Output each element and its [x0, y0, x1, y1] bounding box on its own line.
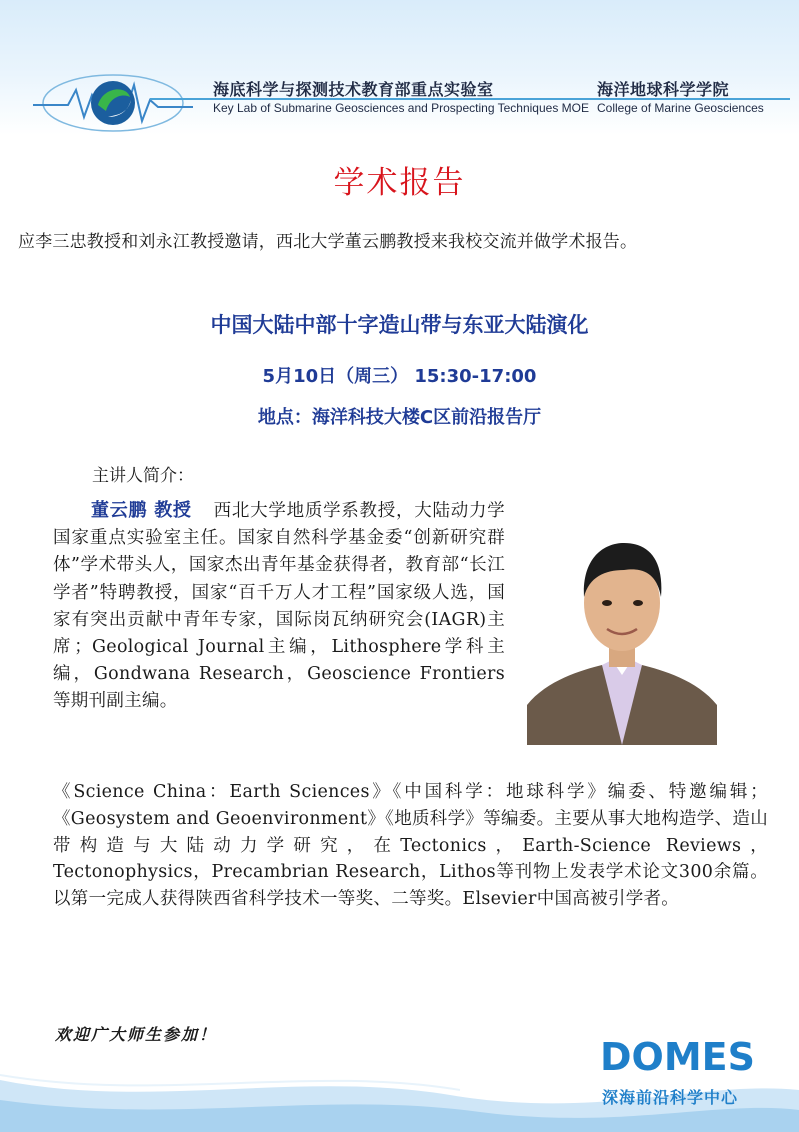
talk-topic: 中国大陆中部十字造山带与东亚大陆演化: [210, 313, 589, 337]
domes-logo-text: DOMES: [600, 1035, 755, 1079]
welcome-text: 欢迎广大师生参加！: [55, 1025, 218, 1044]
lab-logo-icon: [28, 55, 198, 135]
bio-text-top: 西北大学地质学系教授，大陆动力学国家重点实验室主任。国家自然科学基金委“创新研究群体”学术带头人，国家杰出青年基金获得者，教育部“长江学者”特聘教授，国家“百千万人才工程”国家级人选，国家有突出贡献中青年专家，国际岗瓦纳研究会(IAGR)主席；Geological Journal主编，Lithosphere学科主编，Gondwana Research，Geoscience Frontiers等期刊副主编。: [53, 501, 505, 712]
lab-name-cn: 海底科学与探测技术教育部重点实验室: [213, 80, 494, 99]
page-title: 学术报告: [333, 165, 466, 201]
bio-heading: 主讲人简介：: [92, 466, 194, 486]
bio-paragraph-top: [53, 497, 505, 716]
header-band: [0, 0, 799, 135]
speaker-photo: [527, 515, 717, 745]
speaker-name: 董云鹏 教授: [91, 500, 192, 521]
talk-time: 5月10日（周三） 15:30-17:00: [262, 366, 537, 387]
domes-center-name: 深海前沿科学中心: [602, 1088, 739, 1107]
lab-name-en: Key Lab of Submarine Geosciences and Prospecting Techniques MOE: [213, 101, 589, 115]
college-name-en: College of Marine Geosciences: [597, 101, 764, 115]
college-name-cn: 海洋地球科学学院: [597, 80, 730, 99]
bio-paragraph-rest: 《Science China：Earth Sciences》《中国科学：地球科学》编委、特邀编辑；《Geosystem and Geoenvironment》《地质科学》等编委。主要从事大地构造学、造山带构造与大陆动力学研究，在Tectonics，Earth-Science Reviews，Tectonophysics，Precambrian Research，Lithos等刊物上发表学术论文300余篇。以第一完成人获得陕西省科学技术一等奖、二等奖。Elsevier中国高被引学者。: [53, 782, 768, 910]
talk-place: 地点：海洋科技大楼C区前沿报告厅: [257, 407, 542, 428]
invitation-text: 应李三忠教授和刘永江教授邀请，西北大学董云鹏教授来我校交流并做学术报告。: [18, 232, 638, 252]
